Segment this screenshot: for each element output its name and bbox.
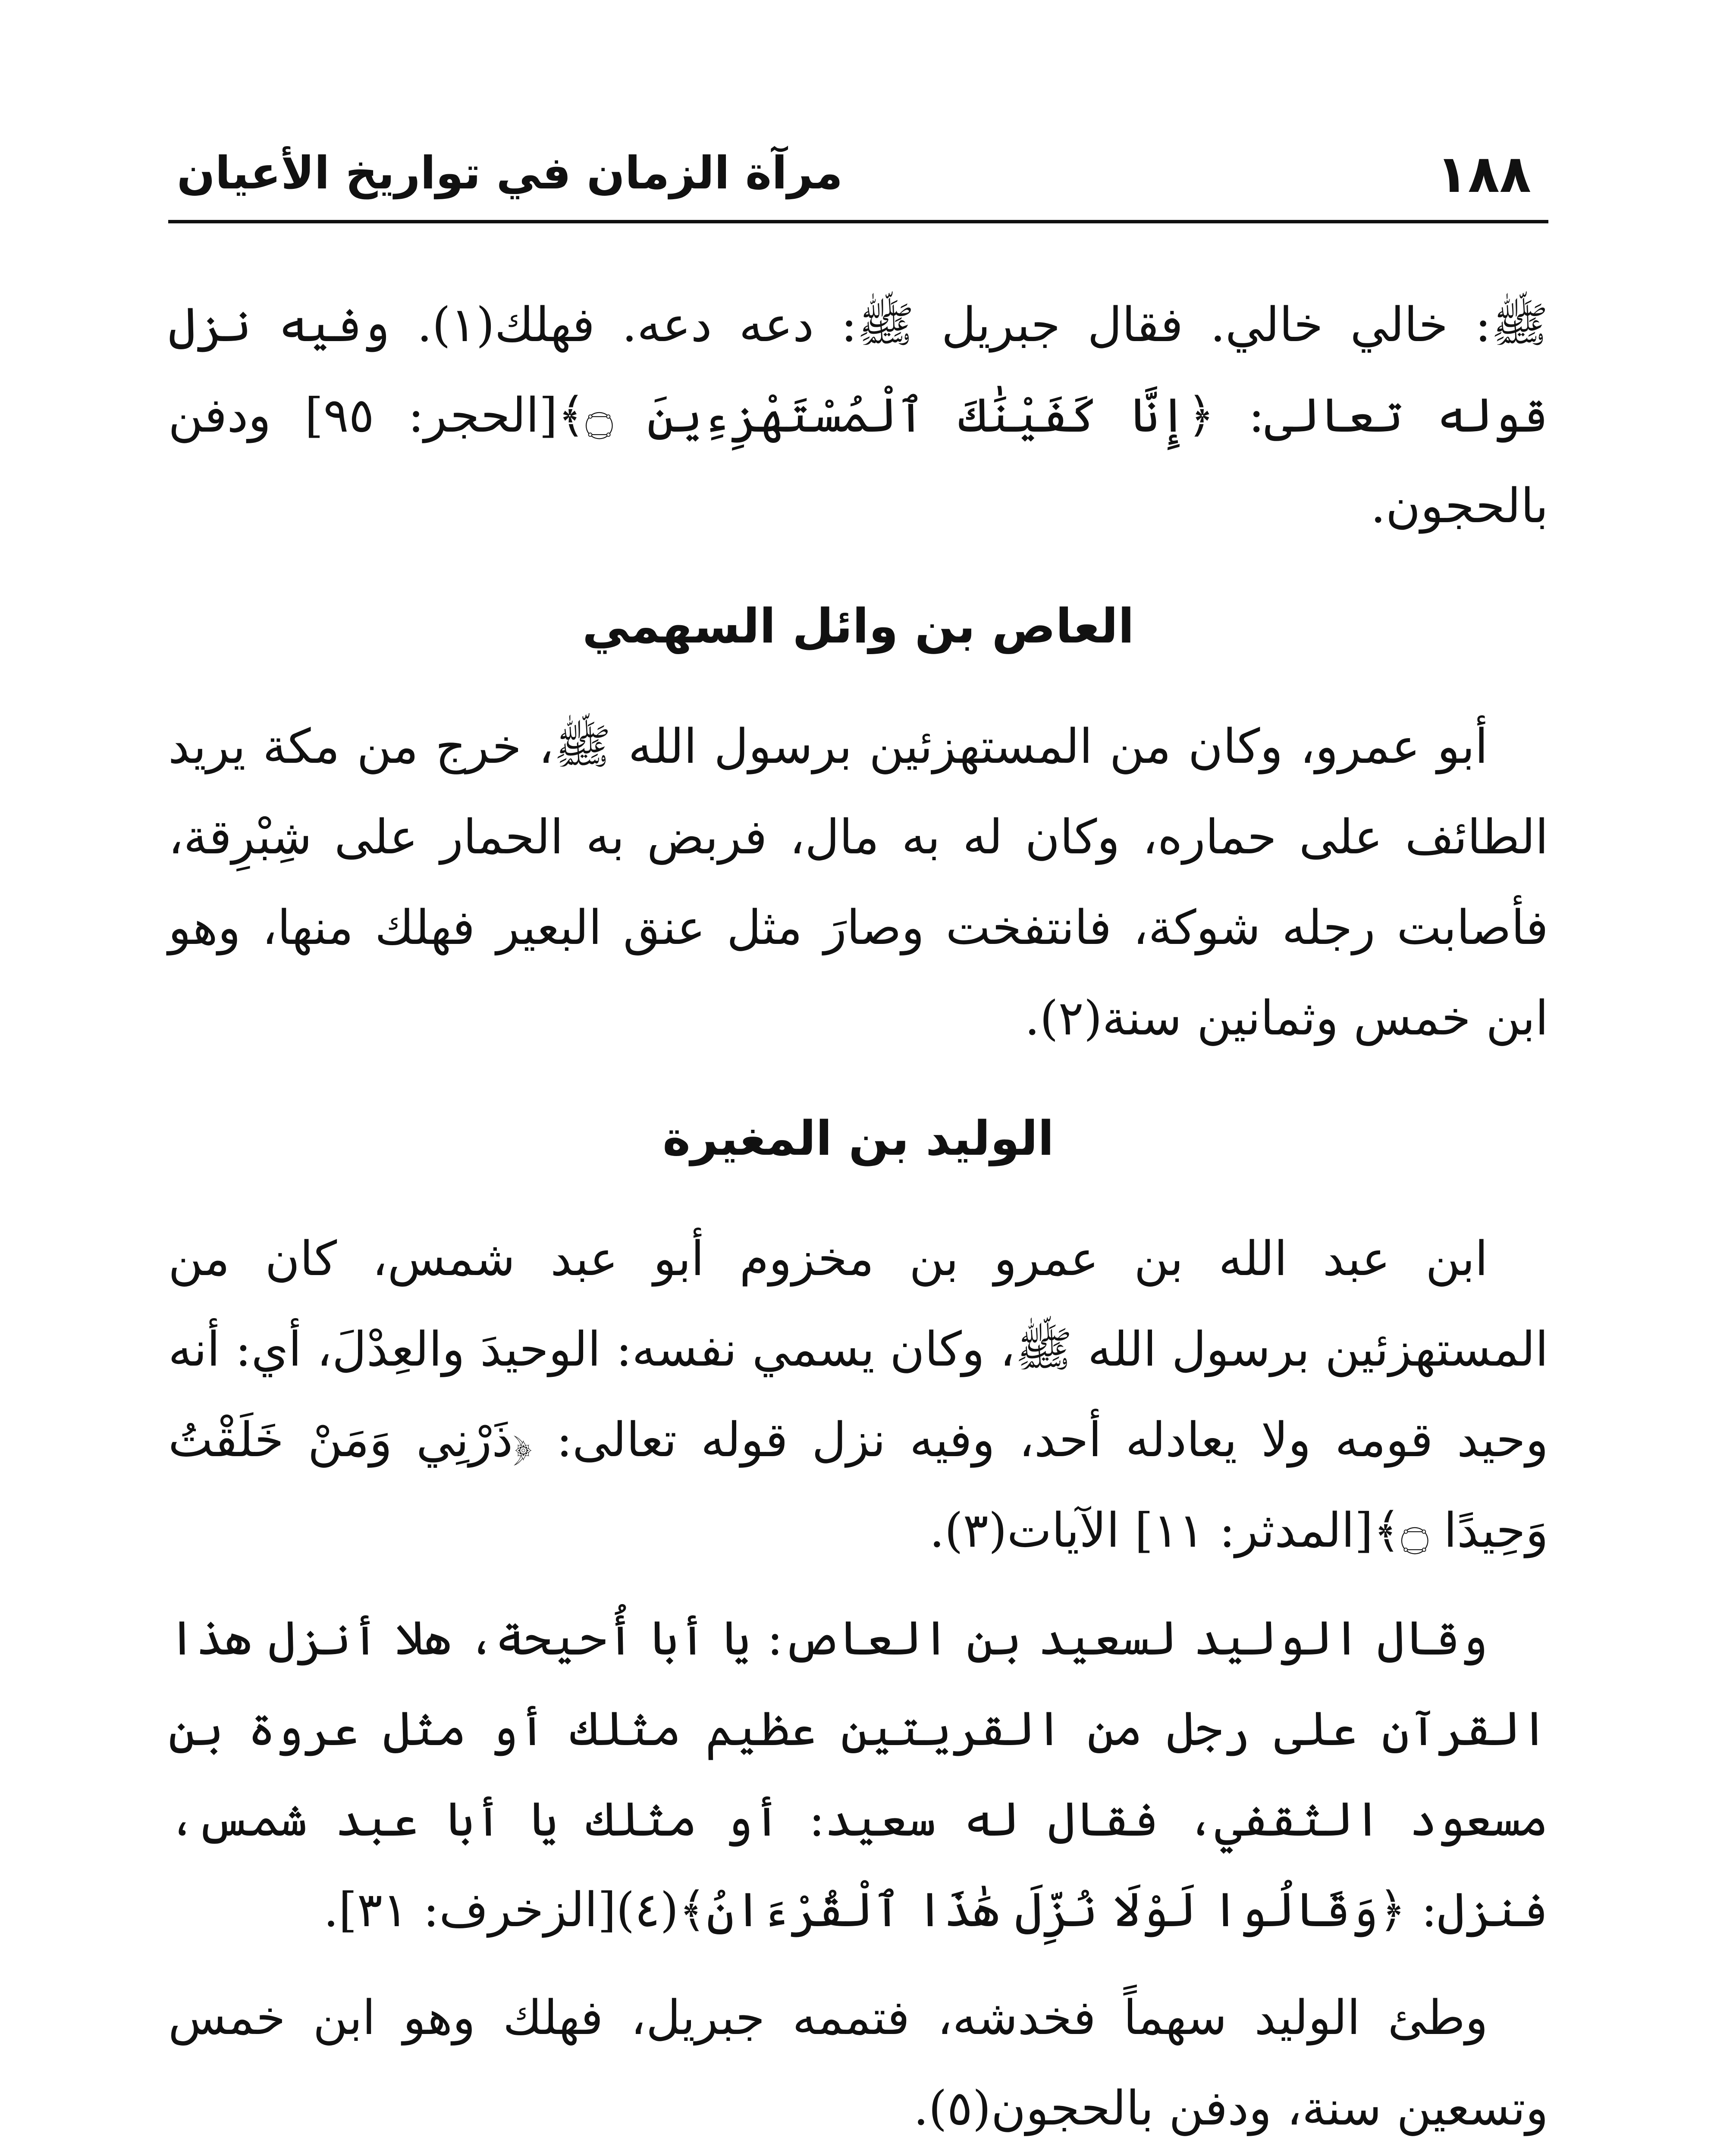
section-heading-al-as: العاص بن وائل السهمي [582, 599, 1134, 654]
section-heading-al-walid: الوليد بن المغيرة [662, 1111, 1054, 1166]
body-paragraph: ابن عبد الله بن عمرو بن مخزوم أبو عبد شمس، كان من المستهزئين برسول الله ﷺ، وكان يسمي نفسه: الوحيدَ والعِدْلَ، أي: أنه وحيد قومه ولا يعادله أحد، وفيه نزل قوله تعالى: ﴿ذَرْنِي وَمَنْ خَلَقْتُ وَحِيدًا ۝﴾[المدثر: ١١] الآيات(٣). [168, 1231, 1548, 1558]
running-title: مرآة الزمان في تواريخ الأعيان [177, 147, 843, 199]
body-paragraph: وطئ الوليد سهماً فخدشه، فتممه جبريل، فهلك وهو ابن خمس وتسعين سنة، ودفن بالحجون(٥). [168, 1990, 1548, 2136]
intro-paragraph: ﷺ: خالي خالي. فقال جبريل ﷺ: دعه دعه. فهلك(١). وفيه نزل قوله تعالى: ﴿إِنَّا كَفَيْنَٰكَ ٱلْمُسْتَهْزِءِينَ ۝﴾[الحجر: ٩٥] ودفن بالحجون. [168, 297, 1548, 533]
body-paragraph: أبو عمرو، وكان من المستهزئين برسول الله ﷺ، خرج من مكة يريد الطائف على حماره، وكان له به مال، فربض به الحمار على شِبْرِقة، فأصابت رجله شوكة، فانتفخت وصارَ مثل عنق البعير فهلك منها، وهو ابن خمس وثمانين سنة(٢). [168, 719, 1548, 1046]
book-page [168, 121, 1548, 2156]
page-number: ١٨٨ [1436, 144, 1531, 204]
page-header [168, 121, 1548, 223]
body-paragraph: وقال الوليد لسعيد بن العاص: يا أبا أُحيحة، هلا أنزل هذا القرآن على رجل من القريتين عظيم مثلك أو مثل عروة بن مسعود الثقفي، فقال له سعيد: أو مثلك يا أبا عبد شمس، فنزل: ﴿وَقَالُوا لَوْلَا نُزِّلَ هَٰذَا ٱلْقُرْءَانُ﴾(٤)[الزخرف: ٣١]. [168, 1611, 1548, 1937]
